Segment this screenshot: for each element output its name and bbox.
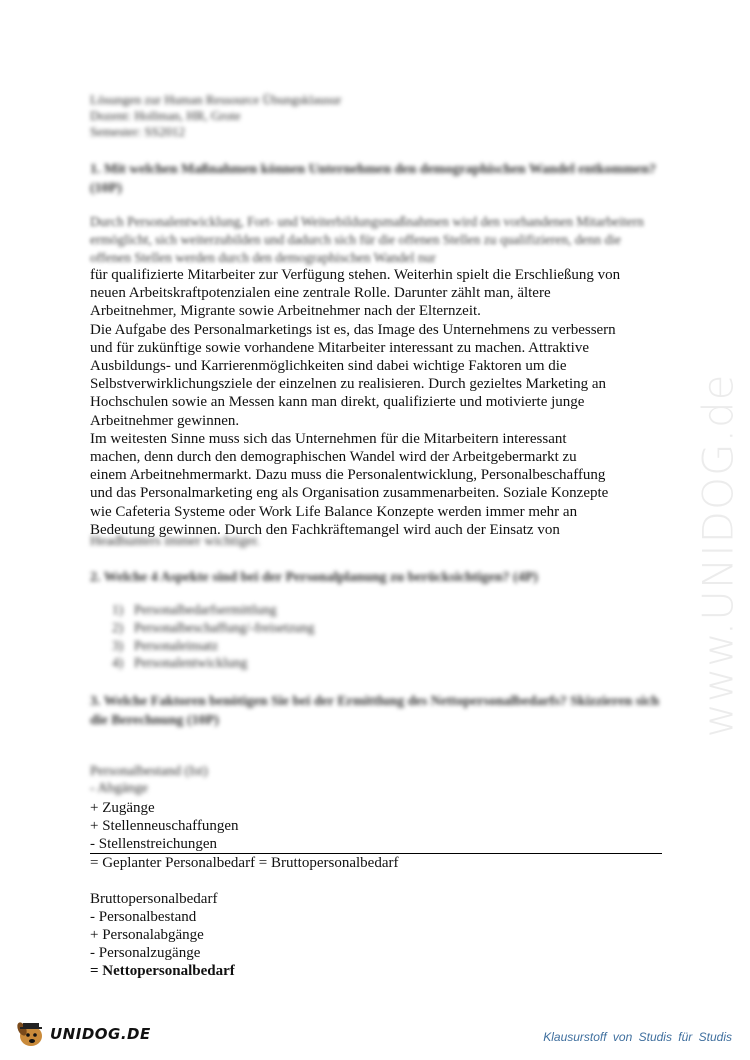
body-line: machen, denn durch den demographischen Wandel wird der Arbeitgebermarkt zu	[90, 449, 577, 466]
blurred-intro-paragraph: Durch Personalentwicklung, Fort- und Weiterbildungsmaßnahmen wird den vorhandenen Mitarbeitern ermöglicht, sich weiterzubilden und dadurch sich für die offenen Stellen zu qualifizieren, denn die offenen Stellen werden durch den demographischen Wandel nur	[90, 214, 644, 265]
calc-line: - Personalbestand	[90, 909, 197, 925]
list-item: 3) Personaleinsatz	[112, 637, 218, 653]
body-line: Bedeutung gewinnen. Durch den Fachkräftemangel wird auch der Einsatz von	[90, 521, 560, 538]
gross-demand-calculation	[90, 799, 662, 872]
unidog-logo[interactable]	[14, 1018, 151, 1050]
body-line: Selbstverwirklichungsziele der einzelnen zu realisieren. Durch gezieltes Marketing an	[90, 376, 607, 393]
answer-1-body	[90, 266, 670, 539]
calc-line: + Stellenneuschaffungen	[90, 818, 239, 834]
calc-line: + Personalabgänge	[90, 927, 204, 943]
body-line: wie Cafeteria Systeme oder Work Life Balance Konzepte werden immer mehr an	[90, 503, 578, 520]
body-line: Ausbildungs- und Karrierenmöglichkeiten sind dabei wichtige Faktoren um die	[90, 358, 567, 375]
calc-line: Personalbestand (Ist)	[90, 764, 208, 779]
planning-aspects-list	[112, 601, 314, 672]
body-line: für qualifizierte Mitarbeiter zur Verfügung stehen. Weiterhin spielt die Erschließung von	[90, 267, 621, 283]
header-line-lecturer: Dozent: Hollman, HR, Grote	[90, 108, 241, 123]
header-line-title: Lösungen zur Human Ressource Übungsklausur	[90, 92, 342, 107]
header-line-semester: Semester: SS2012	[90, 124, 185, 139]
watermark: www.UNIDOG.de	[693, 373, 743, 737]
blurred-tail-line: Headhunters immer wichtiger.	[90, 534, 260, 549]
body-line: und das Personalmarketing eng als Organisation zusammenarbeiten. Soziale Konzepte	[90, 485, 609, 502]
calc-line: - Abgänge	[90, 781, 148, 796]
list-item: 2) Personalbeschaffung/-freisetzung	[112, 619, 315, 635]
body-line: Hochschulen sowie an Messen kann man direkt, qualifizierte und motivierte junge	[90, 394, 585, 411]
document-header	[90, 92, 341, 140]
body-line: Arbeitnehmer gewinnen.	[90, 412, 240, 429]
body-line: Arbeitnehmer, Migrante sowie Arbeitnehmer nach der Elternzeit.	[90, 303, 481, 320]
body-line: und für zukünftige sowie vorhandene Mitarbeiter interessant zu machen. Attraktive	[90, 339, 589, 356]
question-2-title: 2. Welche 4 Aspekte sind bei der Personalplanung zu berücksichtigen? (4P)	[90, 570, 538, 585]
body-line: Die Aufgabe des Personalmarketings ist es, das Image des Unternehmens zu verbessern	[90, 321, 616, 338]
calc-result-line: = Geplanter Personalbedarf = Bruttopersonalbedarf	[90, 855, 399, 871]
body-line: neuen Arbeitskraftpotenzialen eine zentrale Rolle. Darunter zählt man, ältere	[90, 285, 551, 302]
list-item: 4) Personalentwicklung	[112, 655, 248, 671]
calc-line: Bruttopersonalbedarf	[90, 891, 218, 907]
footer-tagline: Klausurstoff von Studis für Studis	[543, 1030, 732, 1044]
question-1-title: 1. Mit welchen Maßnahmen können Unternehmen den demographischen Wandel entkommen? (10P)	[90, 162, 657, 196]
calc-result-line: = Nettopersonalbedarf	[90, 963, 235, 979]
blurred-calc-lines	[90, 763, 208, 797]
net-demand-calculation	[90, 890, 235, 980]
calc-line: + Zugänge	[90, 800, 155, 816]
question-3-title: 3. Welche Faktoren benötigen Sie bei der Ermittlung des Nettopersonalbedarfs? Skizzieren sich die Berechnung (10P)	[90, 694, 660, 728]
list-item: 1) Personalbedarfsermittlung	[112, 602, 277, 617]
logo-text: UNIDOG.DE	[50, 1025, 151, 1043]
body-line: einem Arbeitnehmermarkt. Dazu muss die Personalentwicklung, Personalbeschaffung	[90, 467, 606, 484]
body-line: Im weitesten Sinne muss sich das Unternehmen für die Mitarbeitern interessant	[90, 430, 567, 447]
dog-mascot-icon	[14, 1019, 48, 1049]
calc-line: - Stellenstreichungen	[90, 835, 662, 854]
calc-line: - Personalzugänge	[90, 945, 201, 961]
